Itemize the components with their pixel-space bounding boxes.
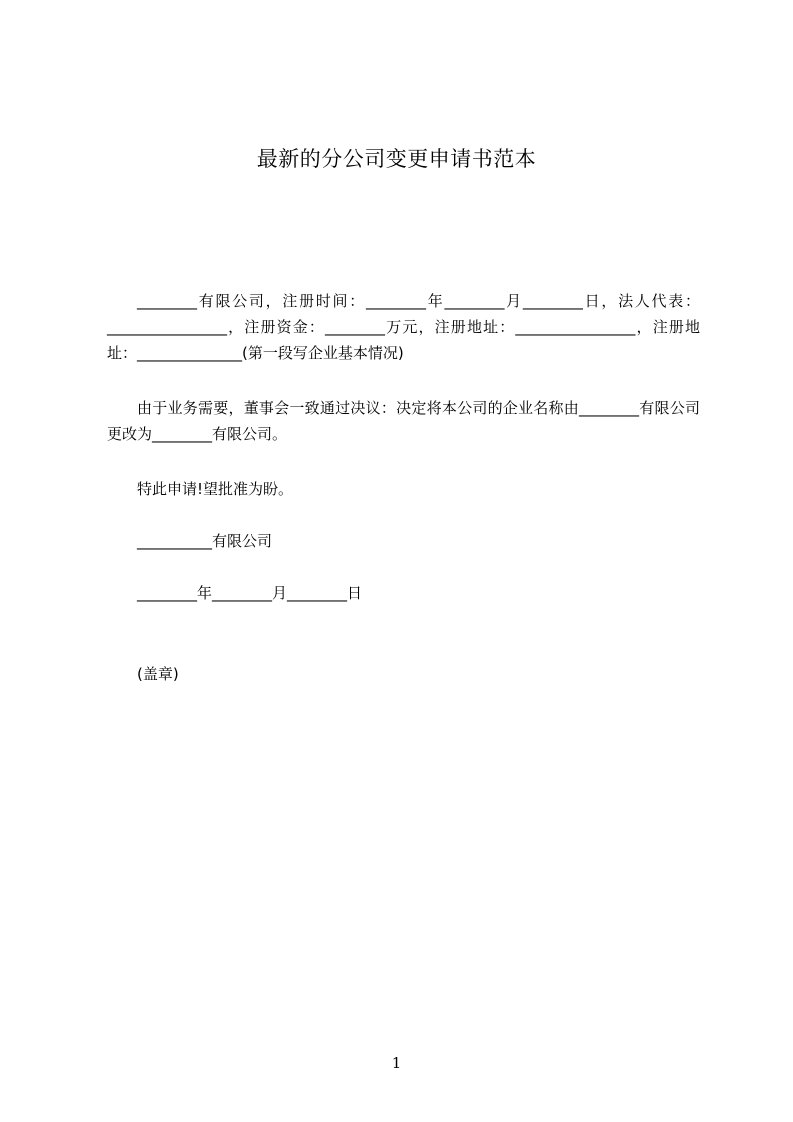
company-signature-line: __________有限公司 bbox=[137, 532, 273, 550]
document-title: 最新的分公司变更申请书范本 bbox=[256, 147, 537, 171]
paragraph-change-resolution: 由于业务需要，董事会一致通过决议：决定将本公司的企业名称由________有限公司更改为________有限公司。 bbox=[107, 399, 700, 443]
paragraph-company-info: ________有限公司，注册时间：________年________月________日，法人代表：________________，注册资金：________万元，注册地址：________________，注册地址：______________(第一段写企业基本情况) bbox=[107, 292, 700, 362]
seal-note: (盖章) bbox=[137, 665, 179, 683]
request-line: 特此申请!望批准为盼。 bbox=[137, 480, 294, 498]
page-number: 1 bbox=[391, 1054, 402, 1072]
date-line: ________年________月________日 bbox=[137, 584, 363, 602]
